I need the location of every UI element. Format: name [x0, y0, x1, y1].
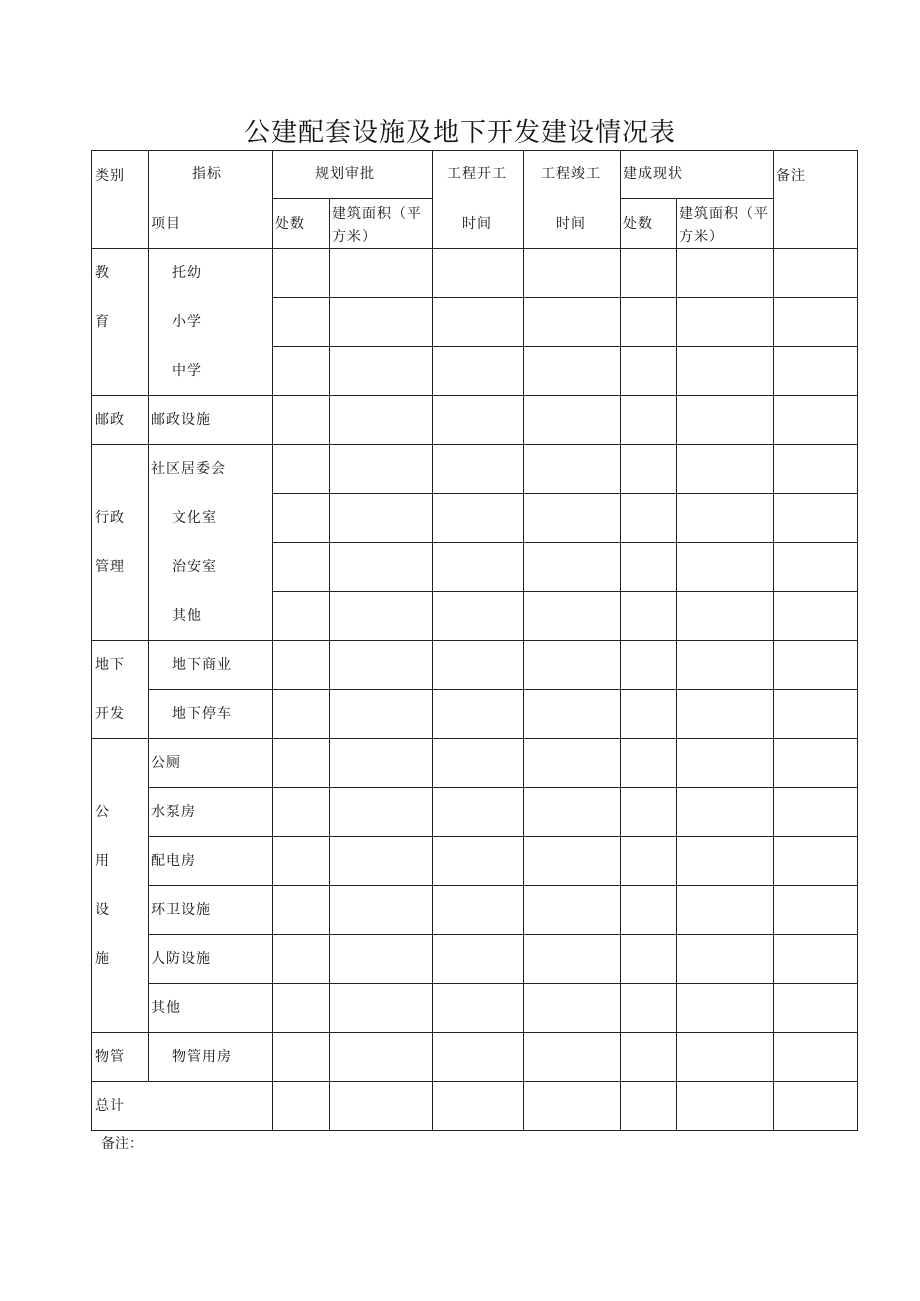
item-property-room: 物管用房 — [172, 1049, 232, 1065]
item-sanitation: 环卫设施 — [151, 902, 211, 918]
item-public-other: 其他 — [151, 1000, 181, 1016]
header-start: 工程开工 — [447, 166, 507, 182]
item-community-committee: 社区居委会 — [151, 461, 226, 477]
header-indicator: 指标 — [192, 166, 222, 182]
category-public-3: 设 — [95, 902, 110, 918]
category-education-1: 教 — [95, 265, 110, 281]
item-middle-school: 中学 — [172, 363, 202, 379]
item-civil-defense: 人防设施 — [151, 951, 211, 967]
item-admin-other: 其他 — [172, 608, 202, 624]
item-security-room: 治安室 — [172, 559, 217, 575]
category-public-4: 施 — [95, 951, 110, 967]
category-public-1: 公 — [95, 804, 110, 820]
category-property: 物管 — [95, 1049, 125, 1065]
item-culture-room: 文化室 — [172, 510, 217, 526]
header-status-count: 处数 — [623, 216, 653, 232]
item-pump-room: 水泵房 — [151, 804, 196, 820]
item-underground-commerce: 地下商业 — [172, 657, 232, 673]
category-public-2: 用 — [95, 853, 110, 869]
header-item: 项目 — [151, 216, 181, 232]
header-start-time: 时间 — [462, 216, 492, 232]
header-plan-area-1: 建筑面积（平 — [332, 206, 422, 222]
header-category: 类别 — [95, 168, 125, 184]
header-status: 建成现状 — [623, 166, 683, 182]
header-status-area-2: 方米） — [679, 229, 724, 245]
category-postal: 邮政 — [95, 412, 125, 428]
category-underground-1: 地下 — [95, 657, 125, 673]
header-plan-count: 处数 — [275, 216, 305, 232]
header-remarks: 备注 — [776, 168, 806, 184]
header-plan-approval: 规划审批 — [315, 166, 375, 182]
header-status-area-1: 建筑面积（平 — [679, 206, 769, 222]
item-public-toilet: 公厕 — [151, 755, 181, 771]
footer-note: 备注： — [101, 1136, 143, 1152]
header-completion: 工程竣工 — [541, 166, 601, 182]
category-education-2: 育 — [95, 314, 110, 330]
header-completion-time: 时间 — [556, 216, 586, 232]
category-admin-1: 行政 — [95, 510, 125, 526]
header-plan-area-2: 方米） — [332, 229, 377, 245]
page-title: 公建配套设施及地下开发建设情况表 — [243, 118, 676, 148]
category-total: 总计 — [95, 1098, 125, 1114]
item-postal-facility: 邮政设施 — [151, 412, 211, 428]
category-admin-2: 管理 — [95, 559, 125, 575]
item-underground-parking: 地下停车 — [172, 706, 232, 722]
item-power-room: 配电房 — [151, 853, 196, 869]
category-underground-2: 开发 — [95, 706, 125, 722]
item-nursery: 托幼 — [172, 265, 202, 281]
item-primary-school: 小学 — [172, 314, 202, 330]
